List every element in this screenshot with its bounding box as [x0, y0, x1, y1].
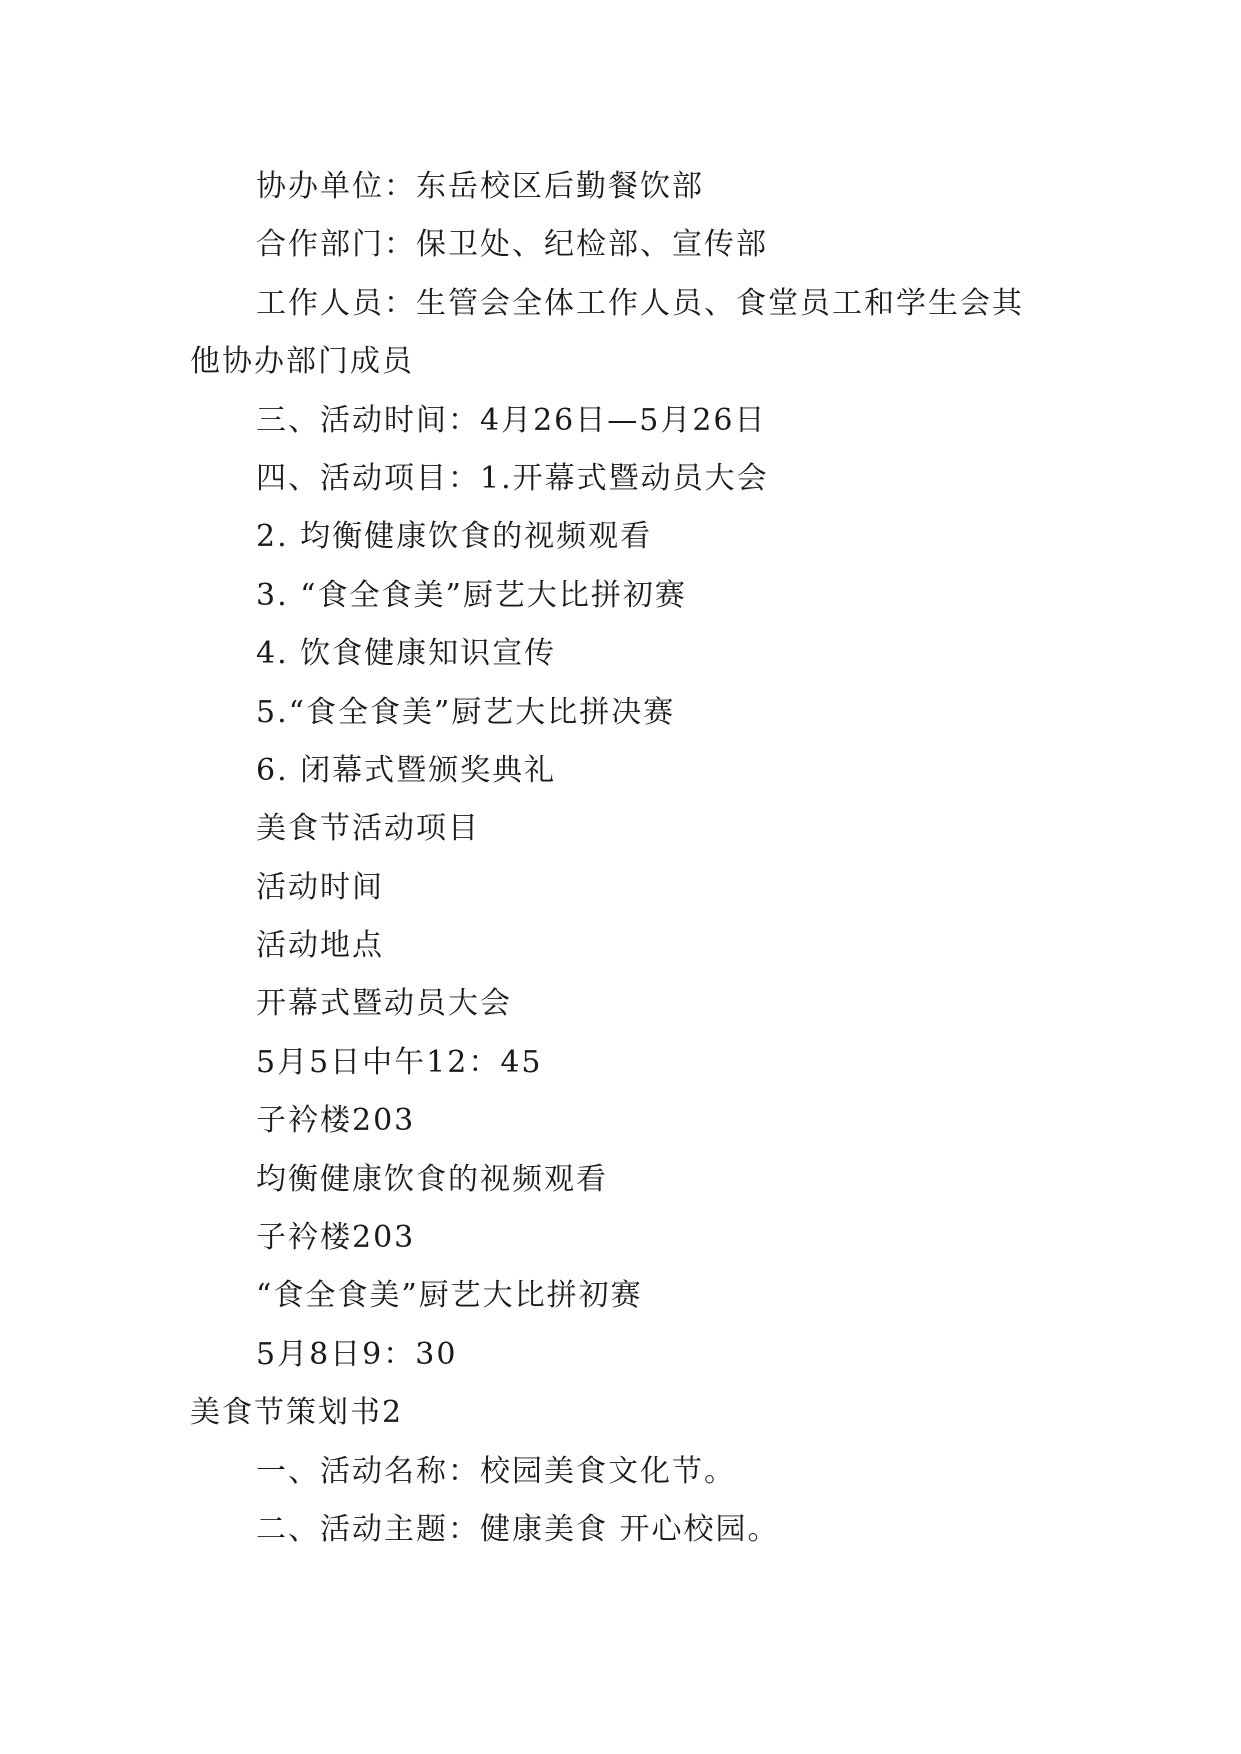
table-cell: 5月5日中午12：45	[256, 1044, 543, 1080]
list-item: 5.“食全食美”厨艺大比拼决赛	[256, 694, 676, 730]
table-cell: 均衡健康饮食的视频观看	[256, 1161, 608, 1197]
table-cell: 子衿楼203	[256, 1103, 416, 1139]
paragraph-line: 一、活动名称：校园美食文化节。	[256, 1453, 736, 1489]
list-item: 2. 均衡健康饮食的视频观看	[256, 519, 653, 555]
paragraph-line: 三、活动时间：4月26日—5月26日	[256, 402, 767, 438]
list-item: 4. 饮食健康知识宣传	[256, 636, 557, 672]
table-cell: 子衿楼203	[256, 1220, 416, 1256]
table-cell: “食全食美”厨艺大比拼初赛	[256, 1278, 643, 1314]
paragraph-line: 四、活动项目：1.开幕式暨动员大会	[256, 460, 769, 496]
list-item: 3. “食全食美”厨艺大比拼初赛	[256, 577, 687, 613]
table-header: 美食节活动项目	[256, 811, 480, 847]
table-header: 活动时间	[256, 869, 384, 905]
table-header: 活动地点	[256, 928, 384, 964]
list-item: 6. 闭幕式暨颁奖典礼	[256, 752, 557, 788]
paragraph-line: 协办单位：东岳校区后勤餐饮部	[256, 169, 704, 204]
section-title: 美食节策划书2	[190, 1395, 404, 1431]
paragraph-line: 二、活动主题：健康美食 开心校园。	[256, 1511, 780, 1547]
paragraph-line: 合作部门：保卫处、纪检部、宣传部	[256, 227, 768, 263]
paragraph-line: 工作人员：生管会全体工作人员、食堂员工和学生会其	[256, 285, 1024, 321]
table-cell: 5月8日9：30	[256, 1336, 458, 1372]
table-cell: 开幕式暨动员大会	[256, 986, 512, 1022]
paragraph-line: 他协办部门成员	[190, 344, 414, 380]
document-body	[190, 158, 1050, 1559]
